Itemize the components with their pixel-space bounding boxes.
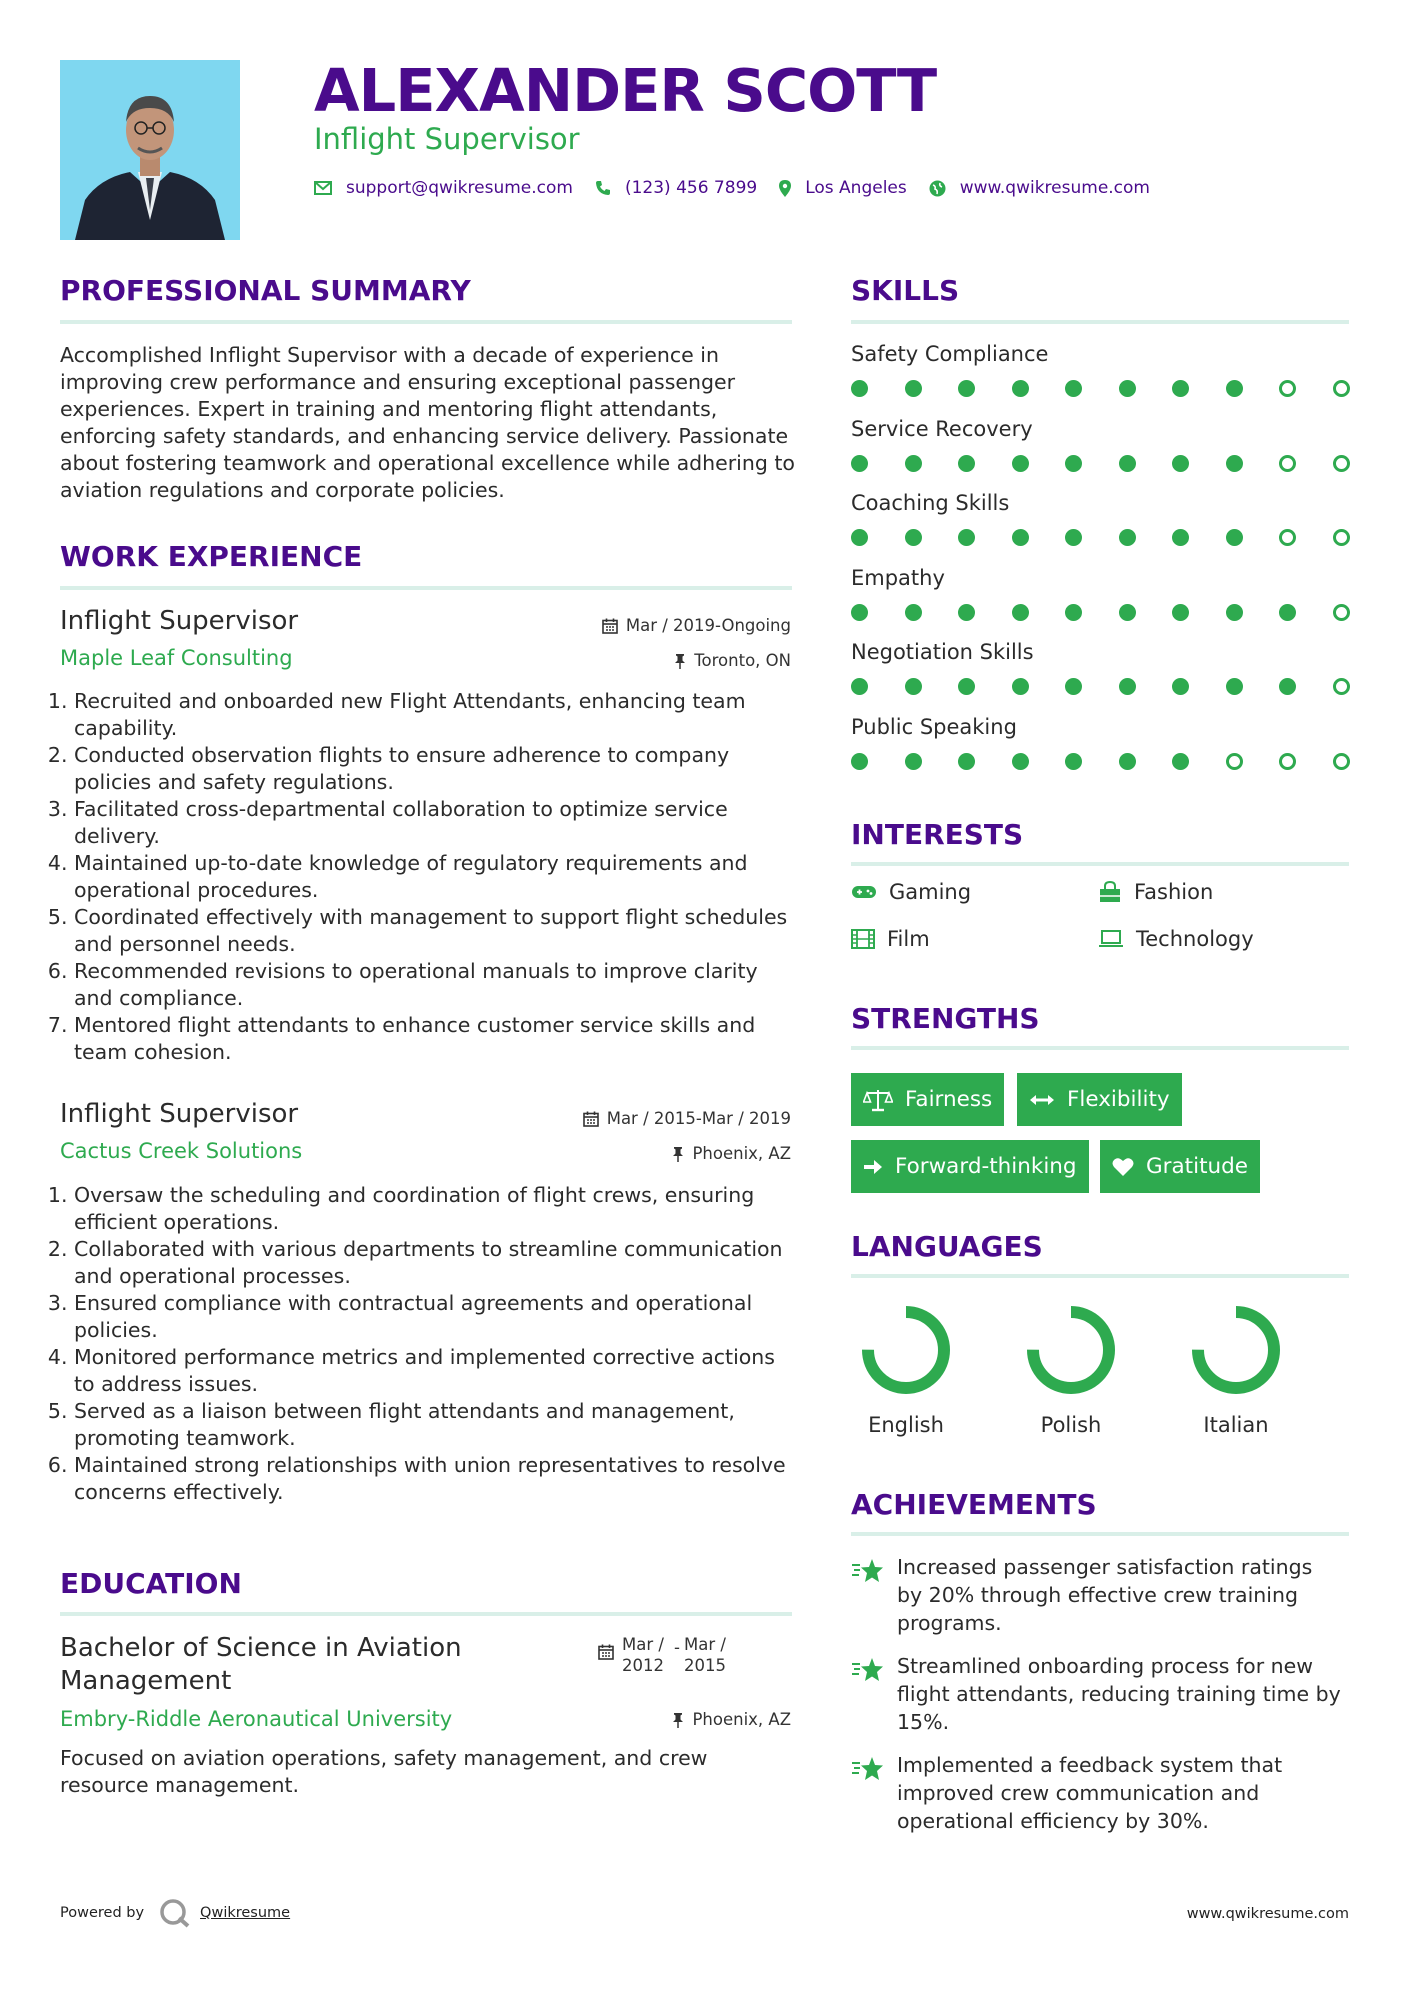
- contact-phone[interactable]: [595, 178, 757, 198]
- rating-dot-filled: [1065, 678, 1082, 695]
- skill-name: Negotiation Skills: [851, 640, 1034, 665]
- rating-dot-empty: [1333, 753, 1350, 770]
- rating-dot-filled: [958, 753, 975, 770]
- rating-dot-empty: [1333, 678, 1350, 695]
- job-bullets-1: [56, 688, 796, 1066]
- job-location-text-2: Phoenix, AZ: [692, 1144, 791, 1163]
- calendar-icon: [598, 1644, 614, 1660]
- job-dates-1: [602, 616, 791, 635]
- strengths-divider: [851, 1046, 1349, 1050]
- rating-dot-filled: [1172, 380, 1189, 397]
- footer-brand-link[interactable]: Qwikresume: [200, 1905, 291, 1921]
- skill-name: Coaching Skills: [851, 491, 1010, 516]
- trophy-star-icon: [851, 1557, 885, 1585]
- achievement-text: Increased passenger satisfaction ratings by 20% through effective crew training programs.: [897, 1555, 1313, 1635]
- skills-divider: [851, 320, 1349, 324]
- list-item: 6. Maintained strong relationships with union representatives to resolve concerns effectively.: [74, 1452, 796, 1506]
- strength-label: Flexibility: [1067, 1087, 1170, 1112]
- rating-dot-filled: [1226, 678, 1243, 695]
- interests-divider: [851, 862, 1349, 866]
- rating-dot-filled: [905, 678, 922, 695]
- rating-dot-filled: [1065, 529, 1082, 546]
- experience-divider: [60, 586, 792, 590]
- strength-label: Gratitude: [1146, 1154, 1249, 1179]
- rating-dot-empty: [1279, 753, 1296, 770]
- rating-dot-filled: [1119, 678, 1136, 695]
- calendar-icon: [583, 1111, 599, 1127]
- achievement-item-1: [851, 1553, 1342, 1637]
- rating-dot-filled: [1279, 678, 1296, 695]
- balance-scale-icon: [863, 1088, 893, 1112]
- skill-rating: [851, 753, 1386, 770]
- rating-dot-empty: [1333, 380, 1350, 397]
- location-text: Los Angeles: [805, 178, 907, 198]
- arrow-right-icon: [863, 1158, 883, 1176]
- language-name: Italian: [1203, 1413, 1269, 1437]
- list-item: 5. Coordinated effectively with management to support flight schedules and personnel needs.: [74, 904, 796, 958]
- language-gauge: [1181, 1295, 1291, 1409]
- pushpin-icon: [674, 653, 686, 669]
- strength-label: Fairness: [905, 1087, 993, 1112]
- powered-by-label: Powered by: [60, 1905, 145, 1921]
- strength-flexibility: [1017, 1073, 1182, 1126]
- profile-photo: [60, 60, 240, 240]
- rating-dot-filled: [1012, 529, 1029, 546]
- rating-dot-filled: [1012, 604, 1029, 621]
- skills-heading: SKILLS: [851, 274, 960, 307]
- rating-dot-empty: [1333, 529, 1350, 546]
- footer-website-link[interactable]: www.qwikresume.com: [1186, 1906, 1349, 1922]
- job-title-1: Inflight Supervisor: [60, 606, 299, 636]
- summary-text: Accomplished Inflight Supervisor with a decade of experience in improving crew performance and ensuring exceptional passenger experiences. Expert in training and mentoring flight attendants, enforcing safety standards, and enhancing service delivery. Passionate about fostering teamwork and operational excellence while adhering to aviation regulations and corporate policies.: [60, 343, 795, 502]
- skill-name: Safety Compliance: [851, 342, 1049, 366]
- rating-dot-filled: [905, 753, 922, 770]
- skill-rating: [851, 529, 1386, 546]
- list-item: 1. Oversaw the scheduling and coordination of flight crews, ensuring efficient operations.: [74, 1182, 796, 1236]
- achievements-heading: ACHIEVEMENTS: [851, 1488, 1097, 1521]
- interest-gaming: [851, 880, 971, 904]
- language-gauge: [1016, 1295, 1126, 1409]
- rating-dot-filled: [1119, 455, 1136, 472]
- footer-powered-by: [60, 1898, 290, 1928]
- date-separator: -: [674, 1638, 680, 1657]
- job-bullets-2: [56, 1182, 796, 1506]
- language-ring: [1181, 1295, 1291, 1405]
- rating-dot-filled: [1012, 455, 1029, 472]
- qwikresume-logo-icon: [158, 1898, 192, 1928]
- list-item: 5. Served as a liaison between flight attendants and management, promoting teamwork.: [74, 1398, 796, 1452]
- language-gauge: [851, 1295, 961, 1409]
- summary-heading: PROFESSIONAL SUMMARY: [60, 274, 471, 307]
- phone-icon: [595, 180, 611, 196]
- job-dates-text-1: Mar / 2019-Ongoing: [625, 616, 791, 635]
- phone-text: (123) 456 7899: [624, 178, 758, 198]
- interest-label: Film: [887, 927, 930, 951]
- rating-dot-filled: [1226, 380, 1243, 397]
- rating-dot-filled: [1172, 678, 1189, 695]
- rating-dot-empty: [1279, 380, 1296, 397]
- school-name: Embry-Riddle Aeronautical University: [60, 1707, 453, 1731]
- candidate-name: ALEXANDER SCOTT: [314, 56, 937, 125]
- rating-dot-empty: [1226, 753, 1243, 770]
- rating-dot-filled: [1065, 753, 1082, 770]
- contact-email[interactable]: [314, 178, 573, 198]
- rating-dot-filled: [1065, 604, 1082, 621]
- strength-forward-thinking: [851, 1140, 1089, 1193]
- education-dates: [598, 1634, 732, 1676]
- rating-dot-filled: [905, 604, 922, 621]
- laptop-icon: [1098, 930, 1124, 948]
- strength-fairness: [851, 1073, 1004, 1126]
- list-item: 3. Facilitated cross-departmental collaboration to optimize service delivery.: [74, 796, 796, 850]
- skill-name: Empathy: [851, 565, 945, 590]
- education-description: Focused on aviation operations, safety management, and crew resource management.: [60, 1746, 708, 1797]
- language-level-arc: [1033, 1312, 1109, 1388]
- rating-dot-filled: [851, 529, 868, 546]
- experience-heading: WORK EXPERIENCE: [60, 540, 363, 573]
- rating-dot-filled: [958, 380, 975, 397]
- language-name: Polish: [1040, 1413, 1102, 1437]
- degree-title: Bachelor of Science in Aviation Management: [60, 1633, 462, 1696]
- rating-dot-filled: [1172, 529, 1189, 546]
- company-1: Maple Leaf Consulting: [60, 646, 293, 670]
- rating-dot-filled: [1226, 604, 1243, 621]
- contact-bar: [314, 178, 1172, 198]
- rating-dot-filled: [958, 455, 975, 472]
- rating-dot-filled: [1279, 604, 1296, 621]
- rating-dot-filled: [1065, 455, 1082, 472]
- job-location-1: [674, 651, 791, 670]
- rating-dot-filled: [1065, 380, 1082, 397]
- achievement-text: Implemented a feedback system that improved crew communication and operational efficiency by 30%.: [897, 1753, 1283, 1833]
- skill-name: Service Recovery: [851, 416, 1033, 441]
- rating-dot-filled: [958, 529, 975, 546]
- website-text: www.qwikresume.com: [959, 178, 1150, 198]
- globe-icon: [929, 180, 946, 197]
- list-item: 3. Ensured compliance with contractual agreements and operational policies.: [74, 1290, 796, 1344]
- rating-dot-filled: [851, 604, 868, 621]
- gamepad-icon: [851, 884, 877, 900]
- list-item: 4. Monitored performance metrics and implemented corrective actions to address issues.: [74, 1344, 796, 1398]
- education-location: [672, 1710, 791, 1729]
- list-item: 6. Recommended revisions to operational manuals to improve clarity and compliance.: [74, 958, 796, 1012]
- trophy-star-icon: [851, 1755, 885, 1783]
- languages-heading: LANGUAGES: [851, 1230, 1043, 1263]
- trophy-star-icon: [851, 1656, 885, 1684]
- achievements-divider: [851, 1532, 1349, 1536]
- rating-dot-filled: [1226, 455, 1243, 472]
- list-item: 4. Maintained up-to-date knowledge of regulatory requirements and operational procedures.: [74, 850, 796, 904]
- rating-dot-filled: [905, 529, 922, 546]
- rating-dot-filled: [1119, 604, 1136, 621]
- rating-dot-empty: [1279, 455, 1296, 472]
- skill-rating: [851, 678, 1386, 695]
- achievement-text: Streamlined onboarding process for new flight attendants, reducing training time by 15%.: [897, 1654, 1341, 1734]
- rating-dot-filled: [905, 455, 922, 472]
- language-ring: [1016, 1295, 1126, 1405]
- rating-dot-filled: [851, 380, 868, 397]
- rating-dot-filled: [851, 678, 868, 695]
- rating-dot-filled: [905, 380, 922, 397]
- language-level-arc: [1198, 1312, 1274, 1388]
- rating-dot-filled: [1012, 380, 1029, 397]
- company-2: Cactus Creek Solutions: [60, 1139, 303, 1163]
- shopping-bag-icon: [1098, 881, 1122, 903]
- skill-name: Public Speaking: [851, 715, 1017, 739]
- interest-technology: [1098, 927, 1254, 951]
- job-location-2: [672, 1144, 791, 1163]
- heart-icon: [1112, 1157, 1134, 1177]
- rating-dot-filled: [958, 678, 975, 695]
- language-ring: [851, 1295, 961, 1405]
- education-heading: EDUCATION: [60, 1567, 242, 1600]
- rating-dot-filled: [1226, 529, 1243, 546]
- rating-dot-empty: [1333, 604, 1350, 621]
- achievement-item-3: [851, 1751, 1342, 1835]
- job-location-text-1: Toronto, ON: [694, 651, 791, 670]
- list-item: 2. Collaborated with various departments to streamline communication and operational processes.: [74, 1236, 796, 1290]
- film-icon: [851, 929, 875, 949]
- pushpin-icon: [672, 1712, 684, 1728]
- job-dates-text-2: Mar / 2015-Mar / 2019: [606, 1109, 791, 1128]
- rating-dot-filled: [1119, 380, 1136, 397]
- rating-dot-filled: [1119, 753, 1136, 770]
- language-name: English: [868, 1413, 944, 1437]
- rating-dot-filled: [1119, 529, 1136, 546]
- interests-heading: INTERESTS: [851, 818, 1024, 851]
- strength-label: Forward-thinking: [895, 1154, 1077, 1179]
- rating-dot-filled: [1172, 753, 1189, 770]
- strength-gratitude: [1100, 1140, 1260, 1193]
- pushpin-icon: [672, 1146, 684, 1162]
- interest-label: Gaming: [889, 880, 972, 904]
- interest-fashion: [1098, 880, 1213, 904]
- language-level-arc: [868, 1312, 944, 1388]
- rating-dot-filled: [1012, 753, 1029, 770]
- interest-label: Technology: [1136, 927, 1254, 951]
- list-item: 2. Conducted observation flights to ensure adherence to company policies and safety regulations.: [74, 742, 796, 796]
- list-item: 1. Recruited and onboarded new Flight Attendants, enhancing team capability.: [74, 688, 796, 742]
- education-location-text: Phoenix, AZ: [692, 1710, 791, 1729]
- languages-divider: [851, 1274, 1349, 1278]
- education-start: Mar / 2012: [622, 1635, 664, 1675]
- skill-rating: [851, 455, 1386, 472]
- education-end: Mar / 2015: [683, 1635, 726, 1675]
- job-dates-2: [583, 1109, 791, 1128]
- interest-label: Fashion: [1134, 880, 1214, 904]
- contact-location: [779, 178, 907, 198]
- interest-film: [851, 927, 930, 951]
- rating-dot-filled: [958, 604, 975, 621]
- rating-dot-filled: [851, 455, 868, 472]
- rating-dot-filled: [1172, 455, 1189, 472]
- skill-rating: [851, 604, 1386, 621]
- list-item: 7. Mentored flight attendants to enhance customer service skills and team cohesion.: [74, 1012, 796, 1066]
- contact-website[interactable]: [929, 178, 1150, 198]
- rating-dot-filled: [1012, 678, 1029, 695]
- strengths-heading: STRENGTHS: [851, 1002, 1040, 1035]
- candidate-title: Inflight Supervisor: [314, 122, 580, 156]
- achievement-item-2: [851, 1652, 1342, 1736]
- job-title-2: Inflight Supervisor: [60, 1099, 299, 1129]
- email-text: support@qwikresume.com: [346, 178, 573, 198]
- rating-dot-filled: [1172, 604, 1189, 621]
- rating-dot-filled: [851, 753, 868, 770]
- map-pin-icon: [779, 180, 791, 197]
- calendar-icon: [602, 618, 618, 634]
- double-arrow-icon: [1029, 1093, 1055, 1107]
- rating-dot-empty: [1333, 455, 1350, 472]
- envelope-icon: [314, 181, 332, 195]
- summary-divider: [60, 320, 792, 324]
- education-divider: [60, 1612, 792, 1616]
- rating-dot-empty: [1279, 529, 1296, 546]
- skill-rating: [851, 380, 1386, 397]
